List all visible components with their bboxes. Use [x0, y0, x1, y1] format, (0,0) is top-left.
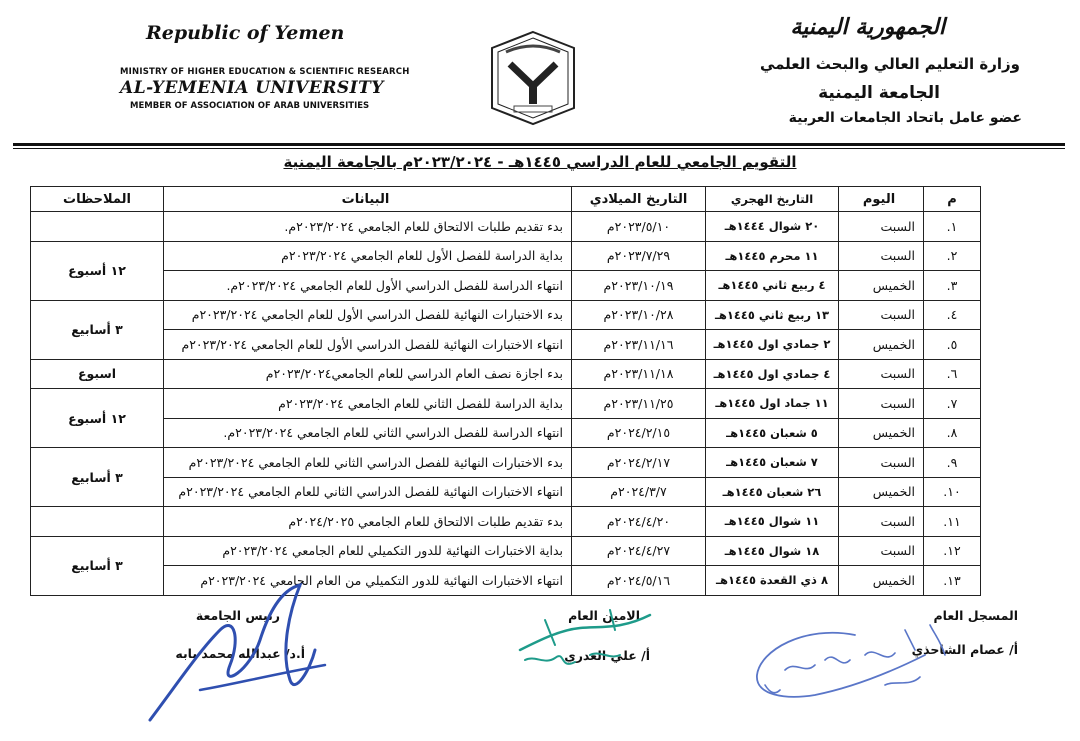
row-day: السبت: [839, 507, 924, 537]
page-title: التقويم الجامعي للعام الدراسي ١٤٤٥هـ - ٢٠٢٣/٢٠٢٤م بالجامعة اليمنية: [283, 153, 797, 171]
table-row: [31, 271, 981, 301]
row-data: انتهاء الاختبارات النهائية للفصل الدراسي الثاني للعام الجامعي ٢٠٢٣/٢٠٢٤م: [164, 477, 572, 507]
registrar-signature: [745, 615, 965, 710]
arabic-university-name: الجامعة اليمنية: [818, 83, 940, 103]
header-divider-thick: [13, 143, 1065, 146]
row-gregorian: ٢٠٢٤/٥/١٦م: [572, 566, 706, 596]
row-num: ٩.: [924, 448, 981, 478]
col-header-data: البيانات: [164, 187, 572, 212]
row-notes: ١٢ أسبوع: [31, 389, 164, 448]
table-row: [31, 212, 981, 242]
row-num: ١٠.: [924, 477, 981, 507]
table-row: [31, 477, 981, 507]
row-num: ١٢.: [924, 536, 981, 566]
row-gregorian: ٢٠٢٤/٤/٢٠م: [572, 507, 706, 537]
row-hijri: ١١ محرم ١٤٤٥هـ: [706, 241, 839, 271]
row-gregorian: ٢٠٢٤/٢/١٧م: [572, 448, 706, 478]
col-header-hijri: التاريخ الهجري: [706, 187, 839, 212]
president-name: أ.د/ عبدالله محمد بابه: [175, 646, 305, 661]
row-day: الخميس: [839, 477, 924, 507]
university-logo: [488, 30, 578, 126]
english-ministry-name: MINISTRY OF HIGHER EDUCATION & SCIENTIFIC RESEARCH: [120, 67, 410, 77]
row-hijri: ٧ شعبان ١٤٤٥هـ: [706, 448, 839, 478]
row-hijri: ٢٠ شوال ١٤٤٤هـ: [706, 212, 839, 242]
row-notes: [31, 212, 164, 242]
table-row: [31, 300, 981, 330]
row-notes: اسبوع: [31, 359, 164, 389]
table-row: [31, 536, 981, 566]
row-day: السبت: [839, 300, 924, 330]
row-data: بدء الاختبارات النهائية للفصل الدراسي الأول للعام الجامعي ٢٠٢٣/٢٠٢٤م: [164, 300, 572, 330]
row-data: بداية الدراسة للفصل الأول للعام الجامعي ٢٠٢٣/٢٠٢٤م: [164, 241, 572, 271]
row-num: ١.: [924, 212, 981, 242]
row-notes: ٣ أسابيع: [31, 448, 164, 507]
president-title: رئيس الجامعة: [195, 608, 280, 623]
row-day: الخميس: [839, 566, 924, 596]
row-hijri: ١١ شوال ١٤٤٥هـ: [706, 507, 839, 537]
row-day: السبت: [839, 359, 924, 389]
row-num: ٦.: [924, 359, 981, 389]
row-gregorian: ٢٠٢٣/١١/٢٥م: [572, 389, 706, 419]
row-hijri: ١٨ شوال ١٤٤٥هـ: [706, 536, 839, 566]
row-day: السبت: [839, 241, 924, 271]
row-notes: ١٢ أسبوع: [31, 241, 164, 300]
col-header-day: اليوم: [839, 187, 924, 212]
row-notes: [31, 507, 164, 537]
secretary-name: أ/ علي العدري: [564, 648, 650, 663]
row-day: السبت: [839, 212, 924, 242]
row-day: الخميس: [839, 271, 924, 301]
table-row: [31, 330, 981, 360]
row-data: بداية الاختبارات النهائية للدور التكميلي للعام الجامعي ٢٠٢٣/٢٠٢٤م: [164, 536, 572, 566]
arabic-ministry-name: وزارة التعليم العالي والبحث العلمي: [759, 55, 1020, 73]
row-gregorian: ٢٠٢٤/٤/٢٧م: [572, 536, 706, 566]
row-day: السبت: [839, 536, 924, 566]
row-gregorian: ٢٠٢٣/١١/١٨م: [572, 359, 706, 389]
col-header-num: م: [924, 187, 981, 212]
row-hijri: ٢٦ شعبان ١٤٤٥هـ: [706, 477, 839, 507]
row-gregorian: ٢٠٢٣/٧/٢٩م: [572, 241, 706, 271]
table-row: [31, 448, 981, 478]
row-gregorian: ٢٠٢٣/١٠/٢٨م: [572, 300, 706, 330]
row-day: السبت: [839, 448, 924, 478]
english-country-name: Republic of Yemen: [146, 22, 345, 44]
arabic-membership-line: عضو عامل باتحاد الجامعات العربية: [788, 110, 1022, 126]
row-notes: ٣ أسابيع: [31, 536, 164, 595]
row-num: ٨.: [924, 418, 981, 448]
row-num: ٢.: [924, 241, 981, 271]
row-day: الخميس: [839, 418, 924, 448]
row-data: بدء تقديم طلبات الالتحاق للعام الجامعي ٢٠٢٤/٢٠٢٥م: [164, 507, 572, 537]
row-num: ١١.: [924, 507, 981, 537]
calendar-table: [30, 186, 981, 596]
row-day: الخميس: [839, 330, 924, 360]
arabic-country-name: الجمهورية اليمنية: [790, 14, 945, 40]
row-gregorian: ٢٠٢٣/١١/١٦م: [572, 330, 706, 360]
row-hijri: ١١ جماد اول ١٤٤٥هـ: [706, 389, 839, 419]
table-row: [31, 418, 981, 448]
col-header-gregorian: التاريخ الميلادي: [572, 187, 706, 212]
table-row: [31, 389, 981, 419]
row-hijri: ٨ ذي القعدة ١٤٤٥هـ: [706, 566, 839, 596]
table-row: [31, 566, 981, 596]
row-data: انتهاء الدراسة للفصل الدراسي الأول للعام الجامعي ٢٠٢٣/٢٠٢٤م.: [164, 271, 572, 301]
english-membership-line: MEMBER OF ASSOCIATION OF ARAB UNIVERSITIES: [130, 101, 370, 111]
row-data: انتهاء الاختبارات النهائية للدور التكميلي من العام الجامعي ٢٠٢٣/٢٠٢٤م: [164, 566, 572, 596]
row-data: انتهاء الدراسة للفصل الدراسي الثاني للعام الجامعي ٢٠٢٣/٢٠٢٤م.: [164, 418, 572, 448]
row-num: ٤.: [924, 300, 981, 330]
secretary-title: الامين العام: [568, 608, 640, 623]
row-hijri: ٤ ربيع ثاني ١٤٤٥هـ: [706, 271, 839, 301]
row-hijri: ٥ شعبان ١٤٤٥هـ: [706, 418, 839, 448]
table-row: [31, 359, 981, 389]
registrar-title: المسجل العام: [933, 608, 1018, 623]
table-row: [31, 507, 981, 537]
table-row: [31, 241, 981, 271]
row-data: انتهاء الاختبارات النهائية للفصل الدراسي الأول للعام الجامعي ٢٠٢٣/٢٠٢٤م: [164, 330, 572, 360]
row-data: بدء تقديم طلبات الالتحاق للعام الجامعي ٢٠٢٣/٢٠٢٤م.: [164, 212, 572, 242]
row-data: بدء الاختبارات النهائية للفصل الدراسي الثاني للعام الجامعي ٢٠٢٣/٢٠٢٤م: [164, 448, 572, 478]
row-gregorian: ٢٠٢٣/٥/١٠م: [572, 212, 706, 242]
row-gregorian: ٢٠٢٤/٣/٧م: [572, 477, 706, 507]
row-data: بداية الدراسة للفصل الثاني للعام الجامعي ٢٠٢٣/٢٠٢٤م: [164, 389, 572, 419]
row-num: ٣.: [924, 271, 981, 301]
row-hijri: ٤ جمادي اول ١٤٤٥هـ: [706, 359, 839, 389]
header-divider-thin: [13, 148, 1065, 149]
row-hijri: ٢ جمادي اول ١٤٤٥هـ: [706, 330, 839, 360]
row-notes: ٣ أسابيع: [31, 300, 164, 359]
table-header-row: [31, 187, 981, 212]
row-gregorian: ٢٠٢٣/١٠/١٩م: [572, 271, 706, 301]
english-university-name: AL-YEMENIA UNIVERSITY: [120, 78, 384, 98]
row-data: بدء اجازة نصف العام الدراسي للعام الجامعي٢٠٢٣/٢٠٢٤م: [164, 359, 572, 389]
col-header-notes: الملاحظات: [31, 187, 164, 212]
row-num: ٥.: [924, 330, 981, 360]
registrar-name: أ/ عصام الشاحذي: [911, 642, 1018, 657]
row-gregorian: ٢٠٢٤/٢/١٥م: [572, 418, 706, 448]
row-num: ١٣.: [924, 566, 981, 596]
row-num: ٧.: [924, 389, 981, 419]
row-hijri: ١٣ ربيع ثاني ١٤٤٥هـ: [706, 300, 839, 330]
row-day: السبت: [839, 389, 924, 419]
